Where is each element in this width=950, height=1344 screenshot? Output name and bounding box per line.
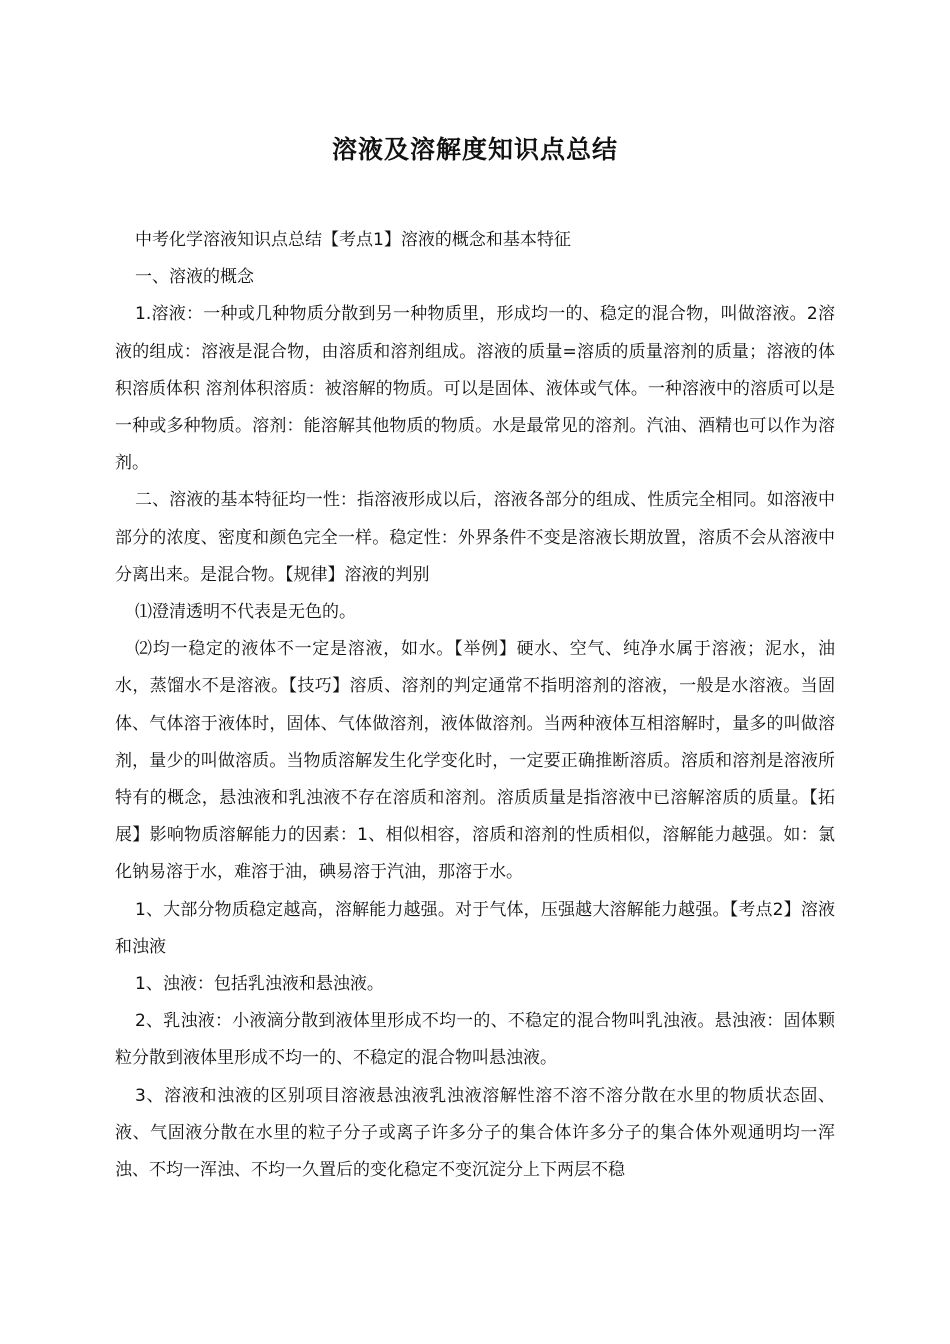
paragraph-turbid-liquid: 1、浊液：包括乳浊液和悬浊液。 bbox=[135, 974, 384, 995]
paragraph-emulsion: 2、乳浊液：小液滴分散到液体里形成不均一的、不稳定的混合物叫乳浊液。悬浊液：固体颗粒分散到液体里形成不均一的、不稳定的混合物叫悬浊液。 bbox=[115, 1011, 835, 1069]
document-title: 溶液及溶解度知识点总结 bbox=[331, 135, 618, 164]
paragraph-solubility-factors: 1、大部分物质稳定越高，溶解能力越强。对于气体，压强越大溶解能力越强。【考点2】溶液和浊液 bbox=[115, 899, 835, 957]
paragraph-exam-point-1: 中考化学溶液知识点总结【考点1】溶液的概念和基本特征 bbox=[135, 230, 571, 250]
document-body bbox=[115, 222, 835, 1189]
paragraph-section-1-heading: 一、溶液的概念 bbox=[135, 267, 254, 288]
paragraph-basic-features: 二、溶液的基本特征均一性：指溶液形成以后，溶液各部分的组成、性质完全相同。如溶液中部分的浓度、密度和颜色完全一样。稳定性：外界条件不变是溶液长期放置，溶质不会从溶液中分离出来。是混合物。【规律】溶液的判别 bbox=[115, 490, 835, 585]
paragraph-solution-definition: 1.溶液：一种或几种物质分散到另一种物质里，形成均一的、稳定的混合物，叫做溶液。2溶液的组成：溶液是混合物，由溶质和溶剂组成。溶液的质量=溶质的质量溶剂的质量；溶液的体积溶质体积 溶剂体积溶质：被溶解的物质。可以是固体、液体或气体。一种溶液中的溶质可以是一种或多种物质。溶剂：能溶解其他物质的物质。水是最常见的溶剂。汽油、酒精也可以作为溶剂。 bbox=[115, 304, 835, 474]
paragraph-rule-1: ⑴澄清透明不代表是无色的。 bbox=[135, 602, 356, 623]
paragraph-rule-2: ⑵均一稳定的液体不一定是溶液，如水。【举例】硬水、空气、纯净水属于溶液；泥水，油水，蒸馏水不是溶液。【技巧】溶质、溶剂的判定通常不指明溶剂的溶液，一般是水溶液。当固体、气体溶于液体时，固体、气体做溶剂，液体做溶剂。当两种液体互相溶解时，量多的叫做溶剂，量少的叫做溶质。当物质溶解发生化学变化时，一定要正确推断溶质。溶质和溶剂是溶液所特有的概念，悬浊液和乳浊液不存在溶质和溶剂。溶质质量是指溶液中已溶解溶质的质量。【拓展】影响物质溶解能力的因素：1、相似相容，溶质和溶剂的性质相似，溶解能力越强。如：氯化钠易溶于水，难溶于油，碘易溶于汽油，那溶于水。 bbox=[115, 639, 835, 883]
paragraph-comparison: 3、溶液和浊液的区别项目溶液悬浊液乳浊液溶解性溶不溶不溶分散在水里的物质状态固、液、气固液分散在水里的粒子分子或离子许多分子的集合体许多分子的集合体外观通明均一浑浊、不均一浑浊、不均一久置后的变化稳定不变沉淀分上下两层不稳 bbox=[115, 1085, 835, 1181]
